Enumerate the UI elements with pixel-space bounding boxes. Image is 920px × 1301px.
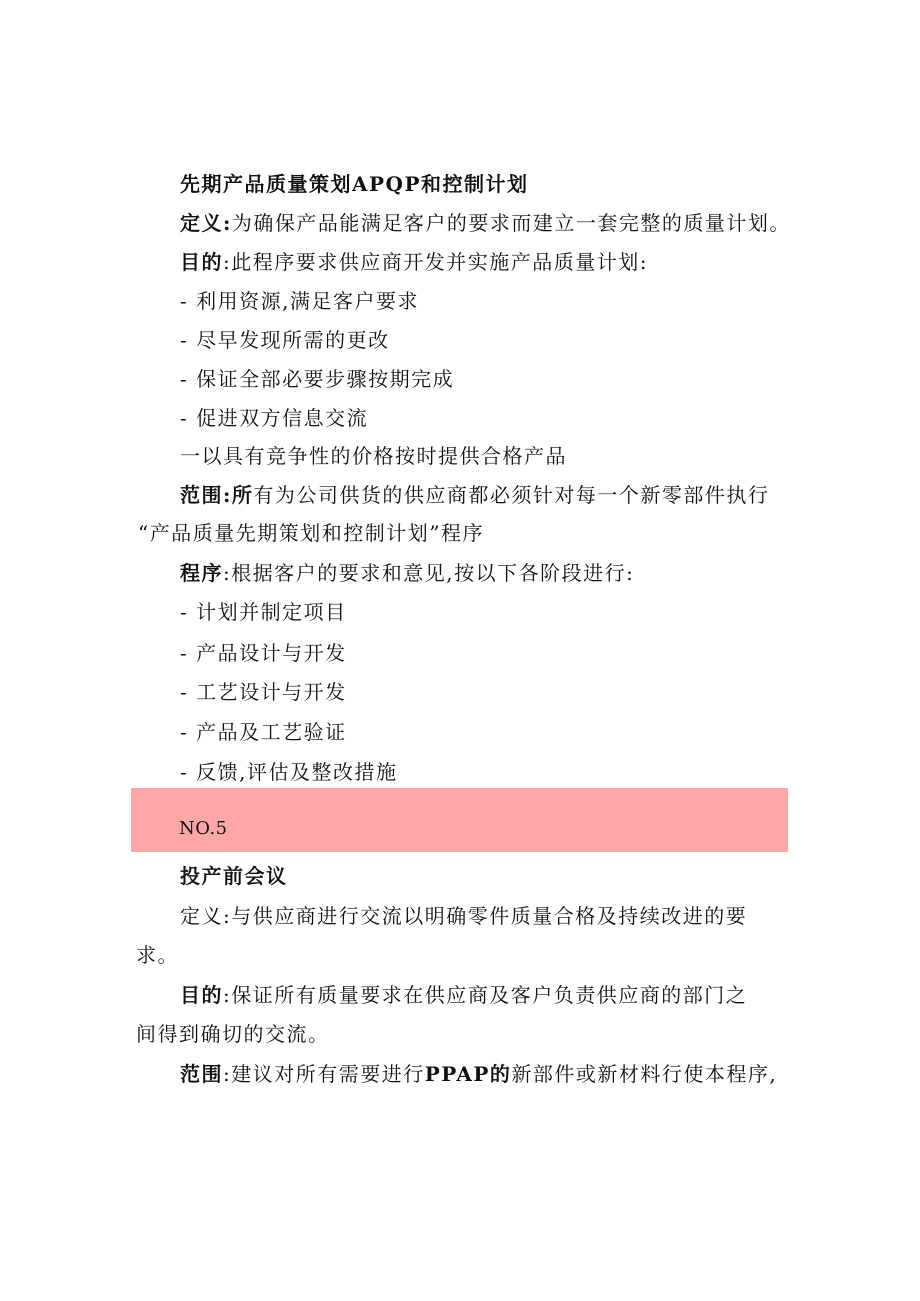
purpose-label: 目的 <box>180 983 223 1007</box>
scope-text: :建议对所有需要进行 <box>223 1062 425 1086</box>
list-item: - 利用资源,满足客户要求 <box>180 289 419 313</box>
meeting-purpose-continued: 间得到确切的交流。 <box>136 1022 330 1046</box>
scope-text: 有为公司供货的供应商都必须针对每一个新零部件执行 <box>253 483 770 507</box>
list-item: - 尽早发现所需的更改 <box>180 328 390 352</box>
definition-label: 定义: <box>180 211 232 235</box>
meeting-definition-continued: 求。 <box>136 943 179 967</box>
purpose-text: :此程序要求供应商开发并实施产品质量计划: <box>223 250 648 274</box>
procedure-label: 程序 <box>180 561 223 585</box>
list-item: - 反馈,评估及整改措施 <box>180 760 398 784</box>
section-number-banner <box>131 788 788 852</box>
apqp-scope <box>180 481 769 509</box>
list-item: - 工艺设计与开发 <box>180 680 347 704</box>
section-number-label: NO.5 <box>179 818 228 839</box>
procedure-text: :根据客户的要求和意见,按以下各阶段进行: <box>223 561 635 585</box>
list-item: 一以具有竞争性的价格按时提供合格产品 <box>180 444 567 468</box>
scope-label: 范围 <box>180 1062 223 1086</box>
section-title-apqp: 先期产品质量策划APQP和控制计划 <box>180 172 529 196</box>
scope-text-end: 新部件或新材料行使本程序, <box>511 1062 778 1086</box>
apqp-procedure <box>180 559 634 587</box>
list-item: - 促进双方信息交流 <box>180 406 369 430</box>
definition-text: 为确保产品能满足客户的要求而建立一套完整的质量计划。 <box>231 211 791 235</box>
apqp-definition <box>180 209 791 237</box>
apqp-scope-continued: “产品质量先期策划和控制计划”程序 <box>138 521 484 545</box>
scope-label: 范围:所 <box>180 483 254 507</box>
list-item: - 保证全部必要步骤按期完成 <box>180 367 455 391</box>
meeting-purpose <box>180 981 747 1009</box>
list-item: - 计划并制定项目 <box>180 600 347 624</box>
scope-ppap: PPAP的 <box>424 1062 512 1086</box>
list-item: - 产品设计与开发 <box>180 641 347 665</box>
section-title-pre-launch-meeting: 投产前会议 <box>180 864 288 888</box>
meeting-scope <box>180 1060 777 1088</box>
list-item: - 产品及工艺验证 <box>180 720 347 744</box>
meeting-definition: 定义:与供应商进行交流以明确零件质量合格及持续改进的要 <box>180 904 748 928</box>
apqp-purpose <box>180 248 648 276</box>
purpose-text: :保证所有质量要求在供应商及客户负责供应商的部门之 <box>223 983 748 1007</box>
purpose-label: 目的 <box>180 250 223 274</box>
